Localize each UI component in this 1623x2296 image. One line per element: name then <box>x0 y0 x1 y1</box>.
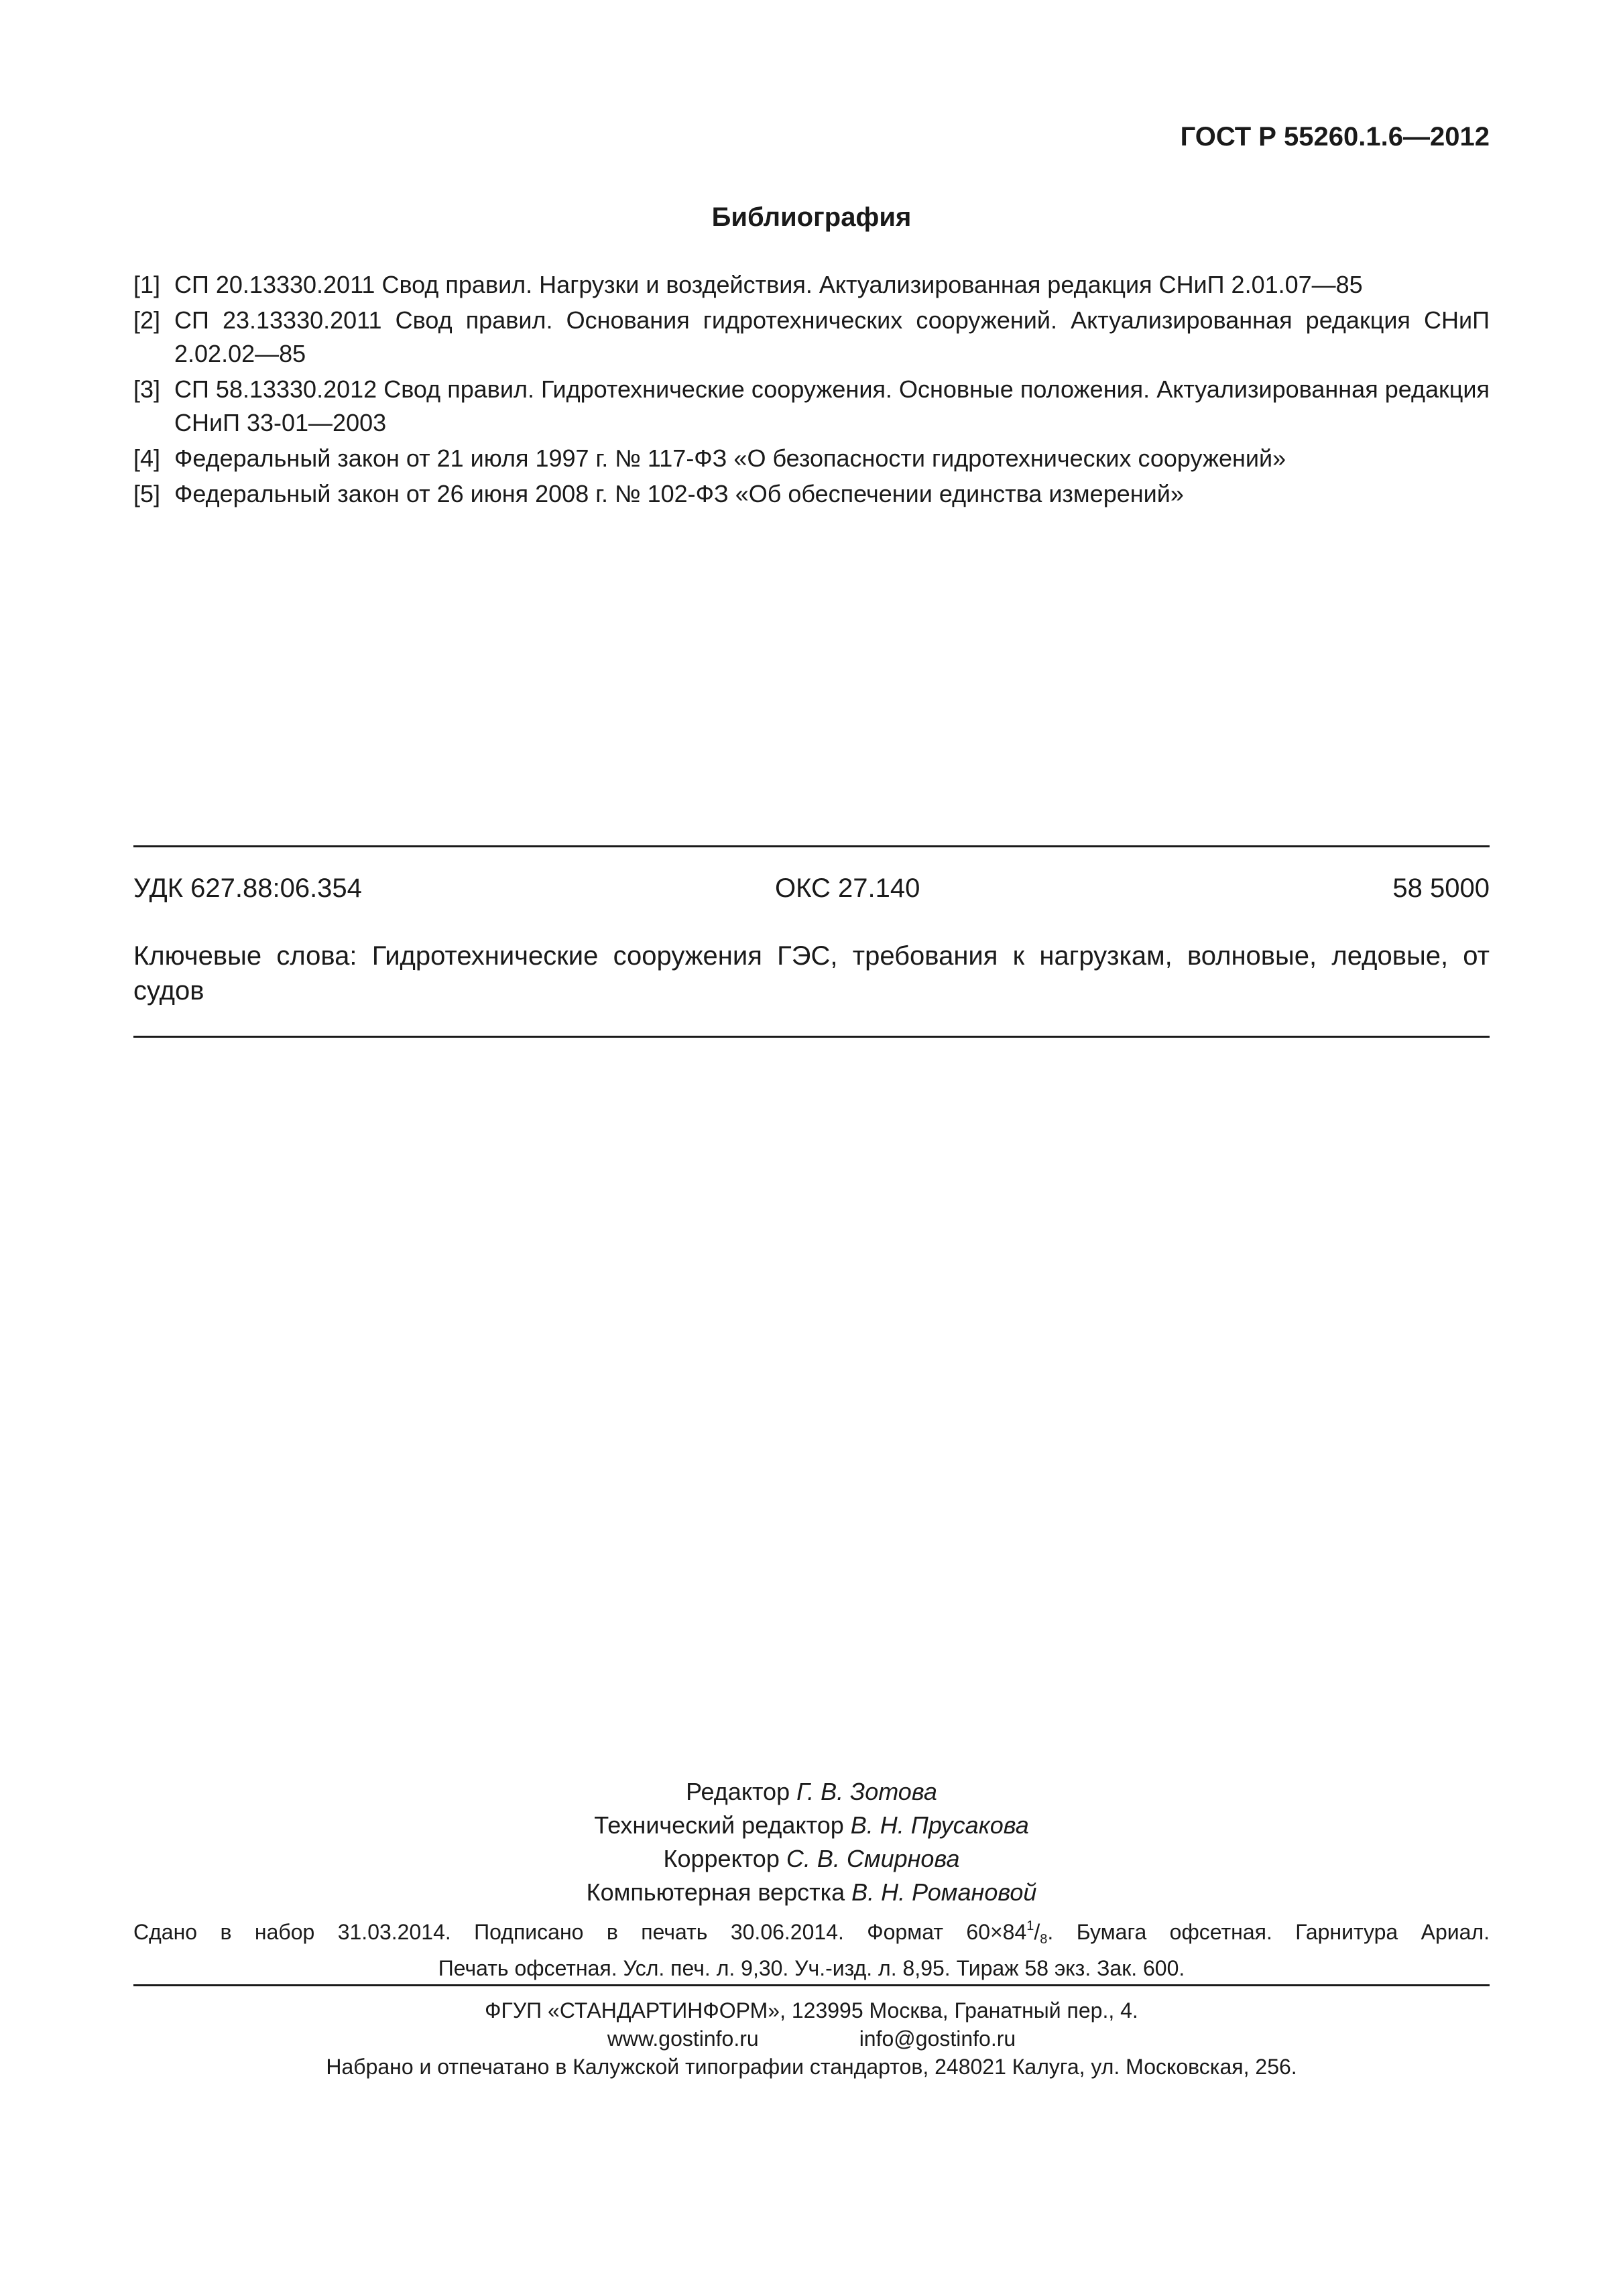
bibliography-item-number: [5] <box>133 480 161 507</box>
publisher-block <box>0 1996 1623 2081</box>
bibliography-item-text: СП 20.13330.2011 Свод правил. Нагрузки и воздействия. Актуализированная редакция СНиП 2.01.07—85 <box>174 271 1363 298</box>
bibliography-item-text: Федеральный закон от 26 июня 2008 г. № 102-ФЗ «Об обеспечении единства измерений» <box>174 480 1184 507</box>
credit-role: Компьютерная верстка <box>586 1878 845 1906</box>
bibliography-item-text: СП 58.13330.2012 Свод правил. Гидротехнические сооружения. Основные положения. Актуализированная редакция СНиП 33-01—2003 <box>174 375 1490 436</box>
bibliography-item-number: [2] <box>133 306 161 334</box>
udc-code: УДК 627.88:06.354 <box>133 873 362 903</box>
keywords: Ключевые слова: Гидротехнические сооружения ГЭС, требования к нагрузкам, волновые, ледовые, от судов <box>133 941 1490 1006</box>
bibliography-item <box>133 477 1490 511</box>
print-info-part-2: . Бумага офсетная. Гарнитура Ариал. <box>1047 1920 1490 1944</box>
print-info-line-1 <box>133 1912 1490 1954</box>
divider-middle <box>133 1036 1490 1038</box>
credit-editor <box>0 1775 1623 1809</box>
bibliography-item-number: [1] <box>133 271 161 298</box>
print-info <box>133 1912 1490 1983</box>
bibliography-item <box>133 268 1490 302</box>
publisher-contacts <box>0 2025 1623 2053</box>
bibliography-item <box>133 442 1490 475</box>
publisher-website: www.gostinfo.ru <box>607 2027 759 2051</box>
format-slash: / <box>1034 1920 1040 1944</box>
divider-bottom <box>133 1984 1490 1986</box>
oks-code: ОКС 27.140 <box>775 873 920 903</box>
bibliography-title: Библиография <box>711 202 912 232</box>
credit-name: В. Н. Прусакова <box>850 1811 1029 1839</box>
credit-name: Г. В. Зотова <box>796 1778 937 1805</box>
credit-technical-editor <box>0 1809 1623 1842</box>
print-info-part-1: Сдано в набор 31.03.2014. Подписано в печать 30.06.2014. Формат 60×84 <box>133 1920 1027 1944</box>
bibliography-list <box>133 268 1490 513</box>
print-info-line-2: Печать офсетная. Усл. печ. л. 9,30. Уч.-изд. л. 8,95. Тираж 58 экз. Зак. 600. <box>438 1956 1185 1980</box>
credit-role: Редактор <box>686 1778 790 1805</box>
credits-block <box>0 1775 1623 1909</box>
credit-role: Корректор <box>663 1845 780 1872</box>
credit-role: Технический редактор <box>594 1811 844 1839</box>
bibliography-item-text: Федеральный закон от 21 июля 1997 г. № 117-ФЗ «О безопасности гидротехнических сооружений» <box>174 444 1286 472</box>
format-denominator: 8 <box>1040 1932 1048 1947</box>
credit-name: С. В. Смирнова <box>786 1845 960 1872</box>
bibliography-item <box>133 304 1490 371</box>
publisher-email: info@gostinfo.ru <box>859 2027 1016 2051</box>
publisher-address: ФГУП «СТАНДАРТИНФОРМ», 123995 Москва, Гранатный пер., 4. <box>485 1998 1138 2022</box>
divider-top <box>133 845 1490 847</box>
credit-proofreader <box>0 1842 1623 1876</box>
printed-by: Набрано и отпечатано в Калужской типографии стандартов, 248021 Калуга, ул. Московская, 256. <box>326 2055 1297 2079</box>
classification-row <box>133 873 1490 911</box>
credit-layout <box>0 1876 1623 1909</box>
okp-code: 58 5000 <box>1392 873 1490 903</box>
credit-name: В. Н. Романовой <box>851 1878 1037 1906</box>
bibliography-item-number: [4] <box>133 444 161 472</box>
bibliography-item-text: СП 23.13330.2011 Свод правил. Основания гидротехнических сооружений. Актуализированная редакция СНиП 2.02.02—85 <box>174 306 1490 367</box>
bibliography-item-number: [3] <box>133 375 161 403</box>
format-numerator: 1 <box>1026 1919 1034 1933</box>
bibliography-item <box>133 373 1490 440</box>
document-code: ГОСТ Р 55260.1.6—2012 <box>1180 122 1490 152</box>
